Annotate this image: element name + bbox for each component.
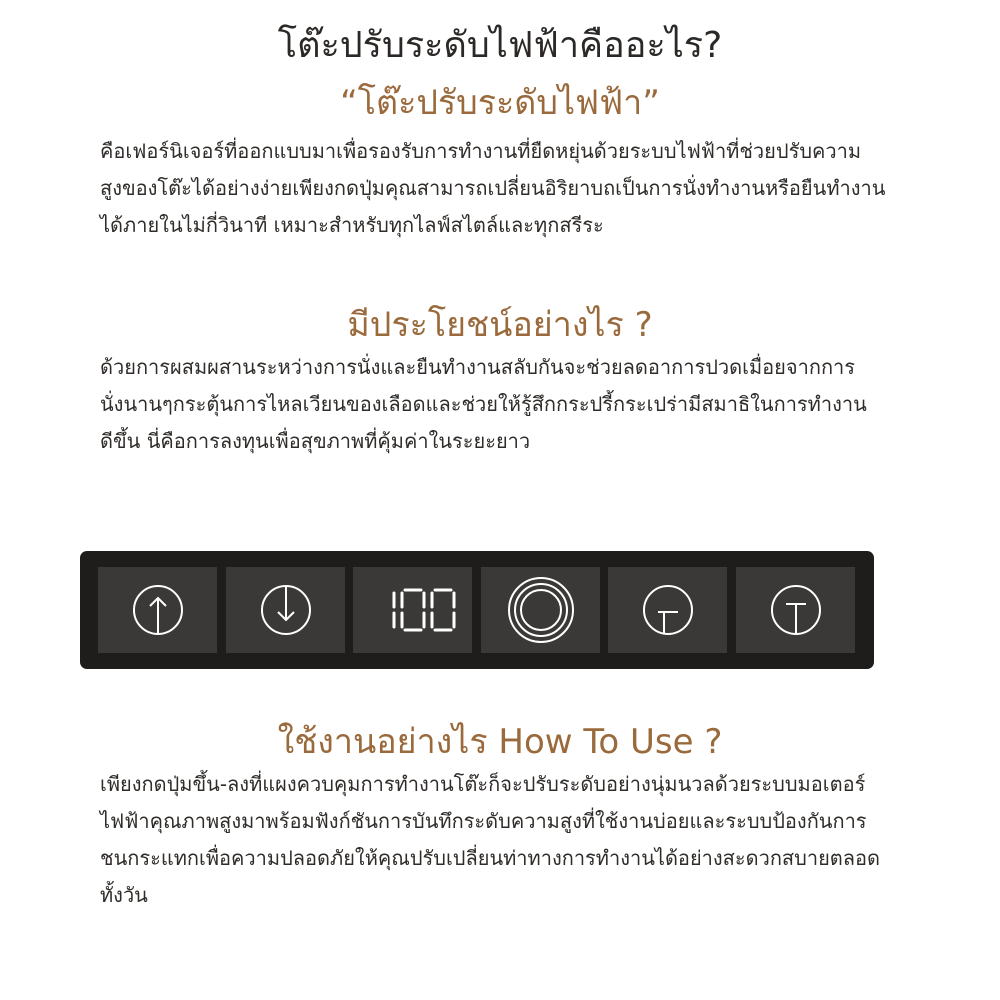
stand-preset-icon: [768, 582, 824, 638]
product-subtitle: “โต๊ะปรับระดับไฟฟ้า”: [340, 83, 660, 123]
paragraph-line: ชนกระแทกเพื่อความปลอดภัยให้คุณปรับเปลี่ยนท่าทางการทำงานได้อย่างสะดวกสบายตลอด: [100, 846, 881, 870]
seven-segment-display: [368, 585, 458, 635]
up-button[interactable]: [98, 567, 217, 653]
benefits-paragraph: [100, 349, 910, 460]
stand-preset-button[interactable]: [736, 567, 855, 653]
memory-ring-icon: [506, 575, 576, 645]
sit-preset-icon: [640, 582, 696, 638]
paragraph-line: นั่งนานๆกระตุ้นการไหลเวียนของเลือดและช่วยให้รู้สึกกระปรี้กระเปร่ามีสมาธิในการทำงาน: [100, 392, 867, 416]
paragraph-line: ได้ภายในไม่กี่วินาที เหมาะสำหรับทุกไลฟ์สไตล์และทุกสรีระ: [100, 213, 604, 237]
how-to-use-paragraph: [100, 766, 910, 914]
height-display: [353, 567, 472, 653]
benefits-heading: มีประโยชน์อย่างไร ?: [347, 305, 653, 345]
paragraph-line: สูงของโต๊ะได้อย่างง่ายเพียงกดปุ่มคุณสามารถเปลี่ยนอิริยาบถเป็นการนั่งทำงานหรือยืนทำงาน: [100, 176, 886, 200]
paragraph-line: เพียงกดปุ่มขึ้น-ลงที่แผงควบคุมการทำงานโต๊ะก็จะปรับระดับอย่างนุ่มนวลด้วยระบบมอเตอร์: [100, 772, 866, 796]
how-to-use-heading: ใช้งานอย่างไร How To Use ?: [277, 722, 723, 762]
arrow-down-icon: [258, 582, 314, 638]
intro-paragraph: [100, 133, 910, 244]
memory-button[interactable]: [481, 567, 600, 653]
arrow-up-icon: [130, 582, 186, 638]
control-panel: [80, 551, 874, 669]
paragraph-line: ดีขึ้น นี่คือการลงทุนเพื่อสุขภาพที่คุ้มค่าในระยะยาว: [100, 429, 531, 453]
page-title: โต๊ะปรับระดับไฟฟ้าคืออะไร?: [277, 25, 723, 66]
paragraph-line: คือเฟอร์นิเจอร์ที่ออกแบบมาเพื่อรองรับการทำงานที่ยืดหยุ่นด้วยระบบไฟฟ้าที่ช่วยปรับความ: [100, 139, 862, 163]
paragraph-line: ไฟฟ้าคุณภาพสูงมาพร้อมฟังก์ชันการบันทึกระดับความสูงที่ใช้งานบ่อยและระบบป้องกันการ: [100, 809, 867, 833]
paragraph-line: ด้วยการผสมผสานระหว่างการนั่งและยืนทำงานสลับกันจะช่วยลดอาการปวดเมื่อยจากการ: [100, 355, 856, 379]
sit-preset-button[interactable]: [608, 567, 727, 653]
paragraph-line: ทั้งวัน: [100, 883, 148, 907]
down-button[interactable]: [226, 567, 345, 653]
